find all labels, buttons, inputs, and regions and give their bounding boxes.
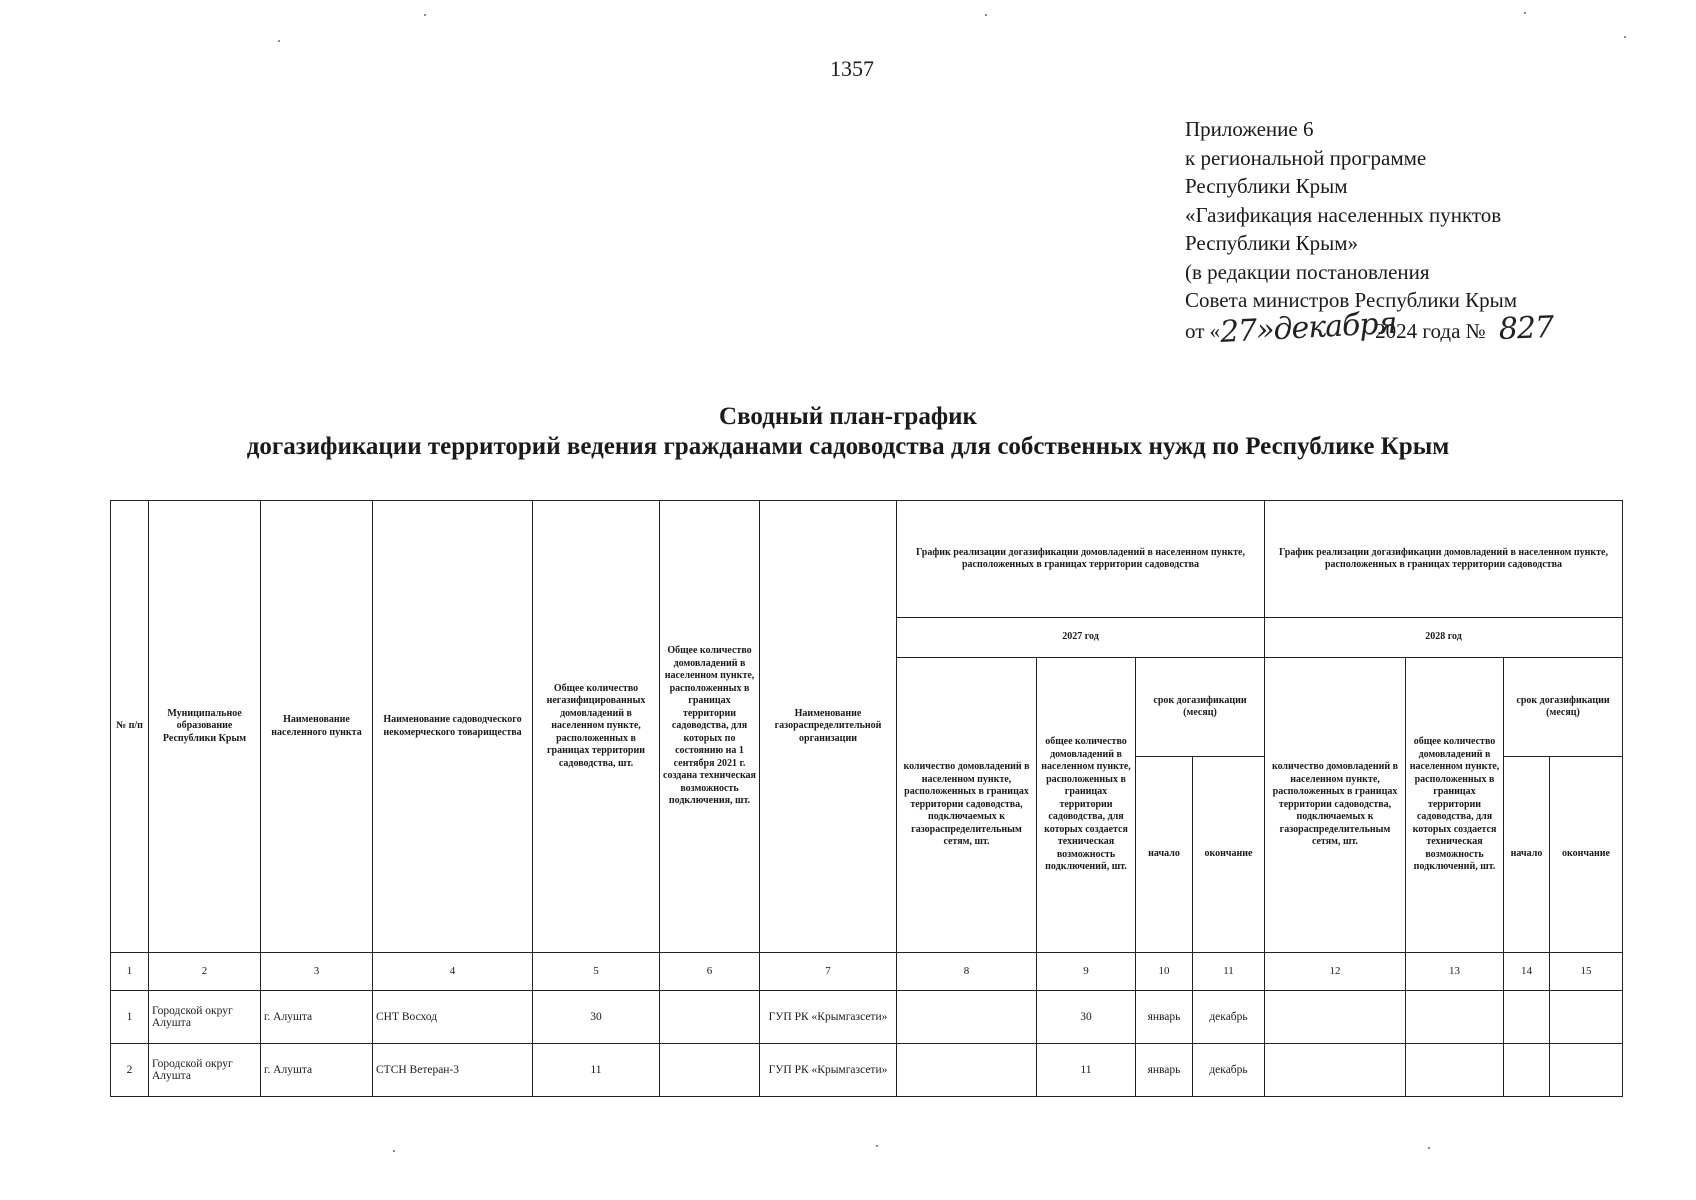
date-suffix: 2024 года № xyxy=(1375,318,1486,343)
header-2027-count: количество домовладений в населенном пункте, расположенных в границах территории садоводства, подключаемых к газораспределительным сетям, шт. xyxy=(897,658,1037,953)
scan-speck xyxy=(424,14,426,16)
scan-speck xyxy=(278,40,280,42)
cell-number: 1 xyxy=(111,991,149,1044)
header-2028-start: начало xyxy=(1504,757,1550,953)
scan-speck xyxy=(1524,12,1526,14)
cell-2028-end xyxy=(1550,991,1623,1044)
cell-2028-total xyxy=(1406,1044,1504,1097)
cell-2027-count xyxy=(897,991,1037,1044)
cell-gas-org: ГУП РК «Крымгазсети» xyxy=(760,991,897,1044)
cell-2027-total: 30 xyxy=(1037,991,1136,1044)
appendix-line: «Газификация населенных пунктов xyxy=(1185,202,1502,227)
column-number: 4 xyxy=(373,953,533,991)
header-schedule-group-2027: График реализации догазификации домовладений в населенном пункте, расположенных в границах территории садоводства xyxy=(897,501,1265,618)
cell-total-ungasified: 30 xyxy=(533,991,660,1044)
cell-municipality: Городской округ Алушта xyxy=(149,991,261,1044)
header-partnership: Наименование садоводческого некомерческого товарищества xyxy=(373,501,533,953)
appendix-line: к региональной программе xyxy=(1185,145,1427,170)
cell-2028-total xyxy=(1406,991,1504,1044)
header-2027-total: общее количество домовладений в населенном пункте, расположенных в границах территории садоводства, для которых создается техническая возможность подключений, шт. xyxy=(1037,658,1136,953)
appendix-line: (в редакции постановления xyxy=(1185,259,1430,284)
header-number: № п/п xyxy=(111,501,149,953)
cell-2027-end: декабрь xyxy=(1193,1044,1265,1097)
column-number: 1 xyxy=(111,953,149,991)
page-number: 1357 xyxy=(830,56,874,81)
header-gas-org: Наименование газораспределительной организации xyxy=(760,501,897,953)
cell-settlement: г. Алушта xyxy=(261,991,373,1044)
schedule-table xyxy=(110,500,1623,1097)
header-schedule-group-2028: График реализации догазификации домовладений в населенном пункте, расположенных в границах территории садоводства xyxy=(1265,501,1623,618)
resolution-date-line xyxy=(1185,305,1561,350)
cell-2028-start xyxy=(1504,1044,1550,1097)
cell-2027-total: 11 xyxy=(1037,1044,1136,1097)
header-year-2027: 2027 год xyxy=(897,618,1265,658)
document-subtitle: догазификации территорий ведения гражданами садоводства для собственных нужд по Республике Крым xyxy=(246,433,1450,460)
header-total-ungasified: Общее количество негазифицированных домовладений в населенном пункте, расположенных в границах территории садоводства, шт. xyxy=(533,501,660,953)
header-2027-term: срок догазификации (месяц) xyxy=(1136,658,1265,757)
appendix-block xyxy=(1185,115,1561,350)
column-number: 10 xyxy=(1136,953,1193,991)
header-2028-total: общее количество домовладений в населенном пункте, расположенных в границах территории садоводства, для которых создается техническая возможность подключений, шт. xyxy=(1406,658,1504,953)
cell-2028-count xyxy=(1265,1044,1406,1097)
cell-partnership: СТСН Ветеран-3 xyxy=(373,1044,533,1097)
header-year-2028: 2028 год xyxy=(1265,618,1623,658)
header-total-possible: Общее количество домовладений в населенном пункте, расположенных в границах территории садоводства, для которых по состоянию на 1 сентября 2021 г. создана техническая возможность подключения, шт. xyxy=(660,501,760,953)
table-row xyxy=(111,991,1623,1044)
table-row xyxy=(111,1044,1623,1097)
column-number: 6 xyxy=(660,953,760,991)
cell-2028-start xyxy=(1504,991,1550,1044)
cell-2027-count xyxy=(897,1044,1037,1097)
document-title: Сводный план-график xyxy=(719,403,977,430)
scan-speck xyxy=(393,1150,395,1152)
cell-2027-start: январь xyxy=(1136,1044,1193,1097)
header-2028-term: срок догазификации (месяц) xyxy=(1504,658,1623,757)
cell-number: 2 xyxy=(111,1044,149,1097)
cell-total-possible xyxy=(660,1044,760,1097)
header-2027-start: начало xyxy=(1136,757,1193,953)
scan-speck xyxy=(985,14,987,16)
column-number: 2 xyxy=(149,953,261,991)
column-number: 11 xyxy=(1193,953,1265,991)
column-number: 8 xyxy=(897,953,1037,991)
column-number: 3 xyxy=(261,953,373,991)
cell-settlement: г. Алушта xyxy=(261,1044,373,1097)
column-number: 7 xyxy=(760,953,897,991)
cell-partnership: СНТ Восход xyxy=(373,991,533,1044)
cell-gas-org: ГУП РК «Крымгазсети» xyxy=(760,1044,897,1097)
date-prefix: от « xyxy=(1185,318,1221,343)
header-settlement: Наименование населенного пункта xyxy=(261,501,373,953)
column-number: 5 xyxy=(533,953,660,991)
appendix-line: Республики Крым» xyxy=(1185,231,1359,255)
cell-municipality: Городской округ Алушта xyxy=(149,1044,261,1097)
column-number: 14 xyxy=(1504,953,1550,991)
scan-speck xyxy=(876,1145,878,1147)
appendix-line: Совета министров Республики Крым xyxy=(1185,288,1518,312)
column-number: 15 xyxy=(1550,953,1623,991)
header-2027-end: окончание xyxy=(1193,757,1265,953)
appendix-line: Республики Крым xyxy=(1185,174,1348,198)
cell-2027-end: декабрь xyxy=(1193,991,1265,1044)
column-number-row xyxy=(111,953,1623,991)
column-number: 13 xyxy=(1406,953,1504,991)
header-municipality: Муниципальное образование Республики Крым xyxy=(149,501,261,953)
cell-total-ungasified: 11 xyxy=(533,1044,660,1097)
cell-2028-count xyxy=(1265,991,1406,1044)
header-2028-count: количество домовладений в населенном пункте, расположенных в границах территории садоводства, подключаемых к газораспределительным сетям, шт. xyxy=(1265,658,1406,953)
cell-2028-end xyxy=(1550,1044,1623,1097)
column-number: 12 xyxy=(1265,953,1406,991)
column-number: 9 xyxy=(1037,953,1136,991)
scan-speck xyxy=(1624,36,1626,38)
cell-total-possible xyxy=(660,991,760,1044)
header-2028-end: окончание xyxy=(1550,757,1623,953)
handwritten-number: 827 xyxy=(1498,309,1554,347)
appendix-line: Приложение 6 xyxy=(1185,117,1314,141)
scan-speck xyxy=(1428,1147,1430,1149)
handwritten-date: 27»декабря xyxy=(1219,305,1398,350)
cell-2027-start: январь xyxy=(1136,991,1193,1044)
